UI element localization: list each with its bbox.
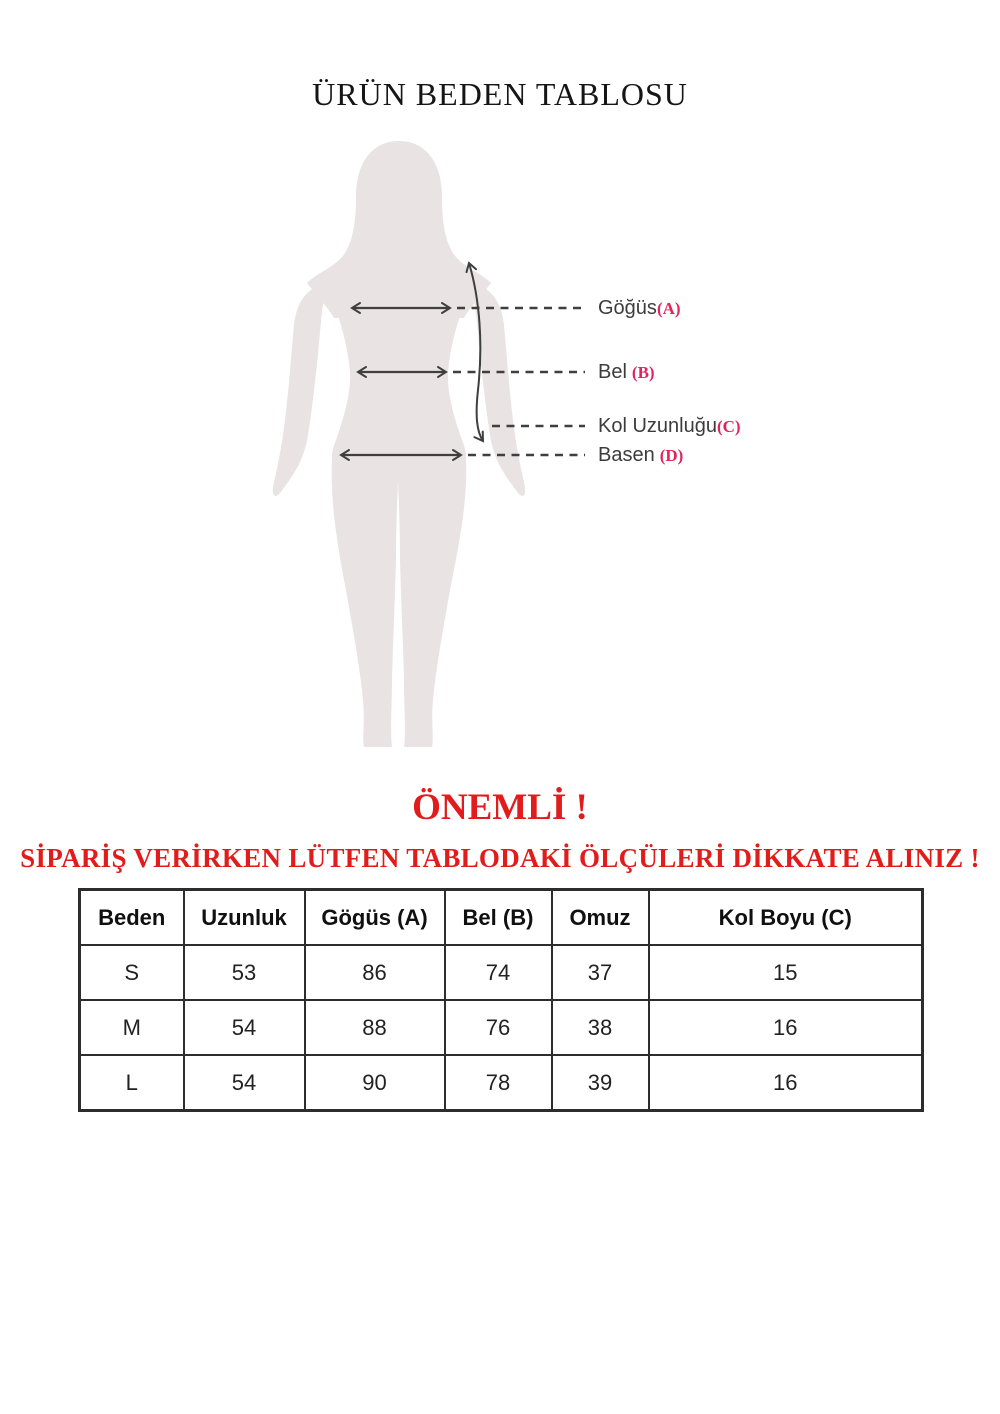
cell-l-omuz: 39 (552, 1055, 649, 1111)
table-row-size-s (80, 945, 923, 1000)
cell-l-uzunluk: 54 (184, 1055, 305, 1111)
label-waist-code: (B) (631, 363, 655, 382)
label-hip-code: (D) (659, 446, 684, 465)
cell-s-uzunluk: 53 (184, 945, 305, 1000)
cell-l-bel: 78 (445, 1055, 552, 1111)
col-header-omuz: Omuz (552, 890, 649, 946)
cell-l-kol: 16 (649, 1055, 923, 1111)
label-waist (598, 361, 655, 384)
label-chest-code: (A) (656, 299, 681, 318)
table-row-size-m (80, 1000, 923, 1055)
cell-m-kol: 16 (649, 1000, 923, 1055)
label-arm-length-code: (C) (716, 417, 741, 436)
label-hip-text: Basen (598, 444, 655, 466)
col-header-bel: Bel (B) (445, 890, 552, 946)
cell-m-gogus: 88 (305, 1000, 445, 1055)
cell-m-omuz: 38 (552, 1000, 649, 1055)
cell-s-omuz: 37 (552, 945, 649, 1000)
cell-s-beden: S (80, 945, 184, 1000)
table-row-size-l (80, 1055, 923, 1111)
label-chest (598, 297, 681, 320)
silhouette-torso-legs (318, 268, 480, 747)
cell-s-gogus: 86 (305, 945, 445, 1000)
page-title: ÜRÜN BEDEN TABLOSU (312, 76, 688, 112)
cell-m-bel: 76 (445, 1000, 552, 1055)
size-table-header-row (80, 890, 923, 946)
col-header-beden: Beden (80, 890, 184, 946)
col-header-gogus: Gögüs (A) (305, 890, 445, 946)
silhouette-left-arm (273, 287, 325, 496)
label-waist-text: Bel (598, 361, 627, 383)
size-table (78, 888, 924, 1112)
cell-l-gogus: 90 (305, 1055, 445, 1111)
col-header-uzunluk: Uzunluk (184, 890, 305, 946)
cell-m-beden: M (80, 1000, 184, 1055)
warning-text: SİPARİŞ VERİRKEN LÜTFEN TABLODAKİ ÖLÇÜLERİ DİKKATE ALINIZ ! (20, 843, 980, 873)
cell-s-bel: 74 (445, 945, 552, 1000)
label-hip (598, 444, 683, 467)
label-arm-length (598, 415, 741, 438)
label-arm-length-text: Kol Uzunluğu (598, 415, 717, 437)
cell-m-uzunluk: 54 (184, 1000, 305, 1055)
important-heading: ÖNEMLİ ! (412, 787, 588, 828)
cell-l-beden: L (80, 1055, 184, 1111)
col-header-kol-boyu: Kol Boyu (C) (649, 890, 923, 946)
label-chest-text: Göğüs (598, 297, 657, 319)
silhouette-right-arm (473, 287, 525, 496)
cell-s-kol: 15 (649, 945, 923, 1000)
